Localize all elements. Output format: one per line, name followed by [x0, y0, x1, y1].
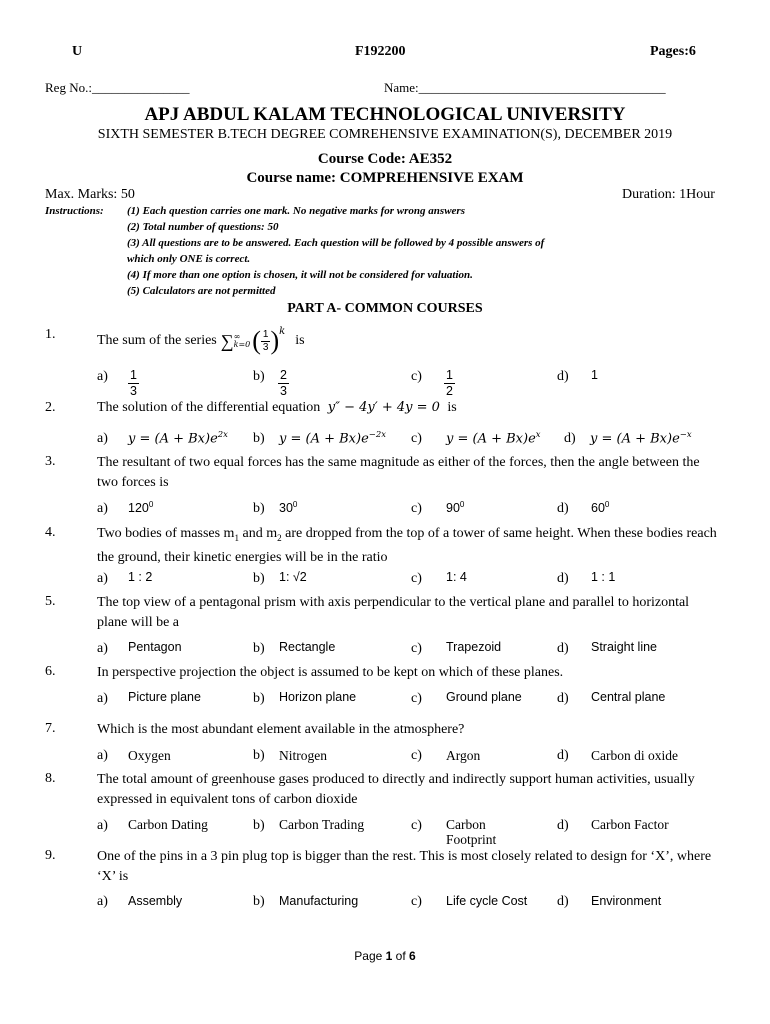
- option-c[interactable]: Trapezoid: [446, 640, 502, 654]
- series-base-fraction: [261, 329, 271, 354]
- text-part: Two bodies of masses m: [97, 526, 235, 541]
- option-label: b): [253, 641, 265, 656]
- degree-mark: 0: [148, 500, 154, 509]
- instruction-line: (2) Total number of questions: 50: [127, 221, 279, 233]
- option-a[interactable]: Assembly: [128, 894, 183, 908]
- option-c[interactable]: 1: 4: [446, 570, 467, 584]
- fraction: [278, 368, 289, 399]
- question-7-text: Which is the most abundant element available in the atmosphere?: [97, 722, 465, 737]
- option-b[interactable]: Horizon plane: [279, 690, 357, 704]
- numerator: 2: [280, 368, 287, 382]
- option-a[interactable]: Carbon Dating: [128, 817, 208, 832]
- option-text: y = (A + Bx)e: [128, 431, 218, 447]
- question-8-text: The total amount of greenhouse gases produced to directly and indirectly support human activities, usually expressed in equivalent tons of carbon dioxide: [97, 772, 695, 807]
- option-b[interactable]: Manufacturing: [279, 894, 359, 908]
- option-label: d): [557, 894, 569, 909]
- instruction-line: (3) All questions are to be answered. Each question will be followed by 4 possible answers of: [127, 237, 545, 249]
- numerator: 1: [130, 368, 137, 382]
- option-label: d): [564, 431, 576, 446]
- fraction: [128, 368, 139, 399]
- option-label: a): [97, 894, 108, 909]
- instruction-line: (1) Each question carries one mark. No negative marks for wrong answers: [127, 205, 465, 217]
- option-c[interactable]: [446, 500, 464, 515]
- option-a[interactable]: [128, 500, 153, 515]
- option-label: d): [557, 571, 569, 586]
- exponent: −x: [679, 429, 692, 439]
- option-d[interactable]: [590, 429, 692, 446]
- current-page: 1: [385, 949, 393, 963]
- course-name: Course name: COMPREHENSIVE EXAM: [246, 170, 524, 186]
- option-label: a): [97, 369, 108, 384]
- question-1-prefix: The sum of the series: [97, 333, 217, 348]
- option-label: c): [411, 641, 422, 656]
- question-number: 5.: [45, 594, 56, 609]
- option-label: c): [411, 571, 422, 586]
- option-c[interactable]: [446, 817, 496, 847]
- instruction-line: (5) Calculators are not permitted: [127, 285, 276, 297]
- option-a[interactable]: Pentagon: [128, 640, 182, 654]
- option-b[interactable]: Rectangle: [279, 640, 336, 654]
- degree-mark: 0: [604, 500, 610, 509]
- part-heading: PART A- COMMON COURSES: [287, 301, 483, 316]
- option-c[interactable]: Ground plane: [446, 690, 522, 704]
- option-text: 60: [591, 501, 605, 516]
- course-code: Course Code: AE352: [317, 151, 453, 167]
- denominator: 3: [262, 341, 269, 353]
- option-text: y = (A + Bx)e: [446, 431, 536, 447]
- option-label: d): [557, 818, 569, 833]
- option-c[interactable]: Argon: [446, 748, 481, 763]
- denominator: 3: [280, 384, 287, 398]
- option-b[interactable]: Nitrogen: [279, 748, 327, 763]
- option-d[interactable]: Carbon di oxide: [591, 748, 678, 763]
- option-d[interactable]: 1: [591, 368, 598, 382]
- option-label: d): [557, 641, 569, 656]
- footer-text: Page: [354, 949, 386, 963]
- option-d[interactable]: Central plane: [591, 690, 666, 704]
- option-text: y = (A + Bx)e: [590, 431, 680, 447]
- question-number: 9.: [45, 848, 56, 863]
- option-text: 30: [279, 501, 293, 516]
- option-label: b): [253, 748, 265, 763]
- question-number: 7.: [45, 721, 56, 736]
- option-label: c): [411, 818, 422, 833]
- instruction-line: (4) If more than one option is chosen, it will not be considered for valuation.: [127, 269, 473, 281]
- question-number: 2.: [45, 400, 56, 415]
- option-a[interactable]: [128, 366, 139, 399]
- question-number: 6.: [45, 664, 56, 679]
- reg-no-field: Reg No.:_______________: [45, 80, 190, 95]
- question-number: 4.: [45, 525, 56, 540]
- denominator: 3: [130, 384, 137, 398]
- option-label: b): [253, 501, 265, 516]
- exponent: 2x: [217, 429, 228, 439]
- page-count: Pages:6: [650, 44, 696, 59]
- university-title: APJ ABDUL KALAM TECHNOLOGICAL UNIVERSITY: [144, 104, 626, 125]
- question-9-text: One of the pins in a 3 pin plug top is bigger than the rest. This is most closely related to design for ‘X’, where ‘X’ is: [97, 849, 712, 884]
- sigma-limits: [234, 333, 251, 349]
- option-a[interactable]: Oxygen: [128, 748, 171, 763]
- option-c[interactable]: [444, 366, 455, 399]
- question-5-text: The top view of a pentagonal prism with axis perpendicular to the vertical plane and parallel to horizontal plane will be a: [97, 595, 690, 630]
- question-6-text: In perspective projection the object is assumed to be kept on which of these planes.: [97, 665, 564, 680]
- option-b[interactable]: Carbon Trading: [279, 817, 365, 832]
- sigma-lower: k=0: [233, 340, 251, 349]
- option-b[interactable]: [278, 366, 289, 399]
- option-c[interactable]: Life cycle Cost: [446, 894, 528, 908]
- total-pages: 6: [409, 949, 416, 963]
- option-b[interactable]: [279, 429, 386, 446]
- option-label: c): [411, 894, 422, 909]
- question-1-suffix: is: [295, 333, 305, 348]
- denominator: 2: [446, 384, 453, 398]
- option-label: a): [97, 818, 108, 833]
- option-a[interactable]: Picture plane: [128, 690, 201, 704]
- exponent: x: [535, 429, 541, 439]
- option-d[interactable]: 1 : 1: [591, 570, 616, 584]
- sigma-upper: ∞: [233, 332, 241, 341]
- text-part: and m: [239, 526, 278, 541]
- footer-text: of: [392, 949, 410, 963]
- series-exponent: k: [279, 326, 286, 337]
- question-2-suffix: is: [447, 400, 457, 415]
- option-label: a): [97, 748, 108, 763]
- subscript: 1: [234, 532, 239, 543]
- option-label: d): [557, 501, 569, 516]
- option-label: d): [557, 748, 569, 763]
- option-label: d): [557, 369, 569, 384]
- fraction: [444, 368, 455, 399]
- option-label: b): [253, 818, 265, 833]
- max-marks: Max. Marks: 50: [45, 187, 135, 202]
- numerator: 1: [446, 368, 453, 382]
- numerator: 1: [262, 328, 269, 340]
- question-4-text: [97, 524, 717, 568]
- question-number: 8.: [45, 771, 56, 786]
- series-expression: [221, 326, 285, 356]
- paper-code: F192200: [355, 44, 406, 59]
- option-d[interactable]: Environment: [591, 894, 662, 908]
- option-c[interactable]: [446, 429, 541, 446]
- option-b[interactable]: 1: √2: [279, 570, 307, 584]
- question-number: 3.: [45, 454, 56, 469]
- option-label: a): [97, 431, 108, 446]
- degree-mark: 0: [459, 500, 465, 509]
- option-label: a): [97, 691, 108, 706]
- differential-equation: y″ − 4y′ + 4y = 0: [327, 400, 440, 415]
- option-text: Footprint: [446, 832, 497, 847]
- option-d[interactable]: [591, 500, 609, 515]
- option-d[interactable]: Straight line: [591, 640, 658, 654]
- option-label: b): [253, 369, 265, 384]
- option-label: c): [411, 501, 422, 516]
- option-d[interactable]: Carbon Factor: [591, 817, 669, 832]
- option-text: Carbon: [446, 817, 486, 832]
- subscript: 2: [277, 532, 282, 543]
- name-field: Name:______________________________________: [384, 80, 666, 95]
- option-label: b): [253, 571, 265, 586]
- text-part: are dropped from the top of a tower of same height. When these bodies reach the ground, their kinetic energies will be in the ratio: [97, 526, 717, 565]
- question-2-prefix: The solution of the differential equation: [97, 400, 321, 415]
- option-label: c): [411, 431, 422, 446]
- question-3-text: The resultant of two equal forces has the same magnitude as either of the forces, then the angle between the two forces is: [97, 455, 700, 490]
- set-code: U: [72, 44, 83, 59]
- left-paren: (: [252, 326, 261, 355]
- sigma-symbol: ∑: [220, 330, 234, 351]
- option-label: a): [97, 571, 108, 586]
- option-label: d): [557, 691, 569, 706]
- instruction-line: which only ONE is correct.: [127, 253, 251, 265]
- question-1-text: [97, 326, 305, 356]
- question-number: 1.: [45, 327, 56, 342]
- instructions-label: Instructions:: [45, 205, 104, 217]
- duration: Duration: 1Hour: [622, 187, 715, 202]
- option-label: a): [97, 501, 108, 516]
- exam-title: SIXTH SEMESTER B.TECH DEGREE COMREHENSIVE EXAMINATION(S), DECEMBER 2019: [97, 127, 673, 142]
- option-label: c): [411, 691, 422, 706]
- exponent: −2x: [368, 429, 386, 439]
- option-a[interactable]: [128, 429, 228, 446]
- option-label: a): [97, 641, 108, 656]
- page-footer: [0, 949, 770, 963]
- option-label: b): [253, 894, 265, 909]
- option-label: c): [411, 748, 422, 763]
- option-a[interactable]: 1 : 2: [128, 570, 153, 584]
- degree-mark: 0: [292, 500, 298, 509]
- option-label: b): [253, 691, 265, 706]
- option-text: 120: [128, 501, 149, 516]
- option-text: 90: [446, 501, 460, 516]
- option-b[interactable]: [279, 500, 297, 515]
- option-label: b): [253, 431, 265, 446]
- right-paren: ): [270, 326, 280, 355]
- option-label: c): [411, 369, 422, 384]
- question-2-text: [97, 400, 457, 416]
- option-text: y = (A + Bx)e: [279, 431, 369, 447]
